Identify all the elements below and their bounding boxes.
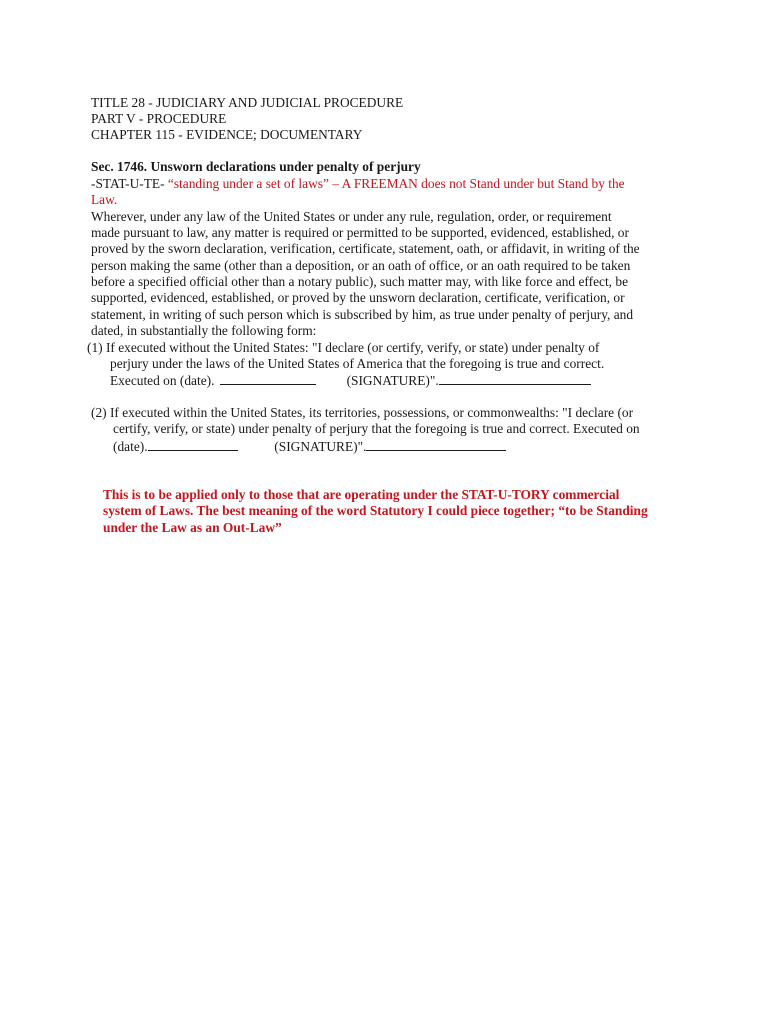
- body-line: before a specified official other than a notary public), such matter may, with like force and effect, be: [91, 274, 629, 289]
- item-1-line-1: (1) If executed without the United States: "I declare (or certify, verify, or state) under penalty of: [87, 340, 600, 355]
- body-line: person making the same (other than a deposition, or an oath of office, or an oath required to be taken: [91, 258, 631, 273]
- body-line: Wherever, under any law of the United States or under any rule, regulation, order, or requirement: [91, 209, 612, 224]
- signature-label: (SIGNATURE)".: [346, 373, 439, 388]
- title-line: TITLE 28 - JUDICIARY AND JUDICIAL PROCEDURE: [91, 95, 404, 110]
- date-blank: [220, 372, 316, 385]
- statute-line: [91, 176, 625, 192]
- date-label: (date).: [113, 439, 148, 454]
- signature-blank: [366, 438, 506, 451]
- note-line: system of Laws. The best meaning of the word Statutory I could piece together; “to be Standing: [103, 503, 648, 518]
- signature-label: (SIGNATURE)".: [274, 439, 367, 454]
- item-2-line-2: certify, verify, or state) under penalty of perjury that the foregoing is true and correct. Executed on: [113, 421, 640, 436]
- executed-on-label: Executed on (date).: [110, 373, 215, 388]
- body-line: dated, in substantially the following form:: [91, 323, 317, 338]
- body-line: made pursuant to law, any matter is required or permitted to be supported, evidenced, established, or: [91, 225, 629, 240]
- chapter-line: CHAPTER 115 - EVIDENCE; DOCUMENTARY: [91, 127, 363, 142]
- body-line: proved by the sworn declaration, verification, certificate, statement, oath, or affidavit, in writing of the: [91, 241, 640, 256]
- body-line: statement, in writing of such person which is subscribed by him, as true under penalty of perjury, and: [91, 307, 634, 322]
- note-line: This is to be applied only to those that are operating under the STAT-U-TORY commercial: [103, 487, 620, 502]
- item-2-line-1: (2) If executed within the United States, its territories, possessions, or commonwealths: "I declare (or: [91, 405, 634, 420]
- statute-note-continued: Law.: [91, 192, 118, 207]
- item-1-line-3: [110, 372, 591, 389]
- part-line: PART V - PROCEDURE: [91, 111, 227, 126]
- item-1-line-2: perjury under the laws of the United States of America that the foregoing is true and correct.: [110, 356, 605, 371]
- note-line: under the Law as an Out-Law”: [103, 520, 282, 535]
- item-2-line-3: [113, 438, 506, 455]
- section-heading: Sec. 1746. Unsworn declarations under penalty of perjury: [91, 159, 421, 174]
- date-blank: [148, 438, 238, 451]
- statute-note: “standing under a set of laws” – A FREEMAN does not Stand under but Stand by the: [167, 176, 625, 191]
- signature-blank: [439, 372, 591, 385]
- body-line: supported, evidenced, established, or proved by the unsworn declaration, certificate, verification, or: [91, 290, 625, 305]
- statute-prefix: -STAT-U-TE-: [91, 176, 168, 191]
